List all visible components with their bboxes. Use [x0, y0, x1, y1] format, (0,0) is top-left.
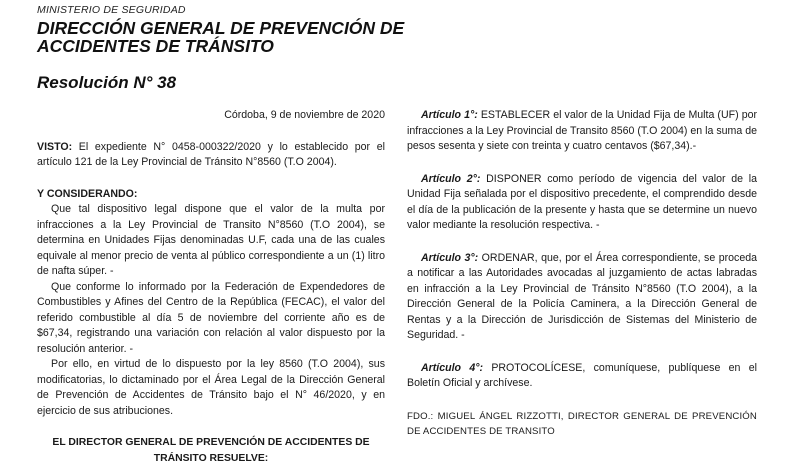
article-3: [407, 251, 757, 344]
visto-text: El expediente N° 0458-000322/2020 y lo establecido por el artículo 121 de la Ley Provincial de Tránsito N°8560 (T.O 2004).: [37, 140, 385, 168]
resuelve-heading: [37, 435, 385, 466]
left-column: [37, 108, 385, 466]
article-4: [407, 361, 757, 392]
department-title: [37, 19, 404, 55]
signature-line: FDO.: MIGUEL ÁNGEL RIZZOTTI, DIRECTOR GENERAL DE PREVENCIÓN DE ACCIDENTES DE TRANSITO: [407, 410, 757, 437]
article-4-label: Artículo 4°:: [421, 361, 483, 374]
visto-label: VISTO:: [37, 140, 73, 153]
resolution-title: Resolución N° 38: [37, 73, 177, 92]
article-3-text: ORDENAR, que, por el Área correspondiente, se proceda a notificar a las Autoridades avocadas al juzgamiento de actas labradas en infracción a la Ley Provincial de Tránsito N°8560 (T.O 2004), a la Dirección General de la Policía Caminera, a la Dirección General de Rentas y a la Dirección de Jurisdicción de Sistemas del Ministerio de Seguridad. -: [407, 251, 758, 341]
article-3-label: Artículo 3°:: [421, 251, 479, 264]
considerando-paragraph-1: Que tal dispositivo legal dispone que el valor de la multa por infracciones a la Ley Provincial de Transito N°8560 (T.O 2004), se determina en Unidades Fijas denominadas U.F, cada una de las cuales equivale al menor precio de venta al público correspondiente a un (1) litro de nafta súper. -: [37, 203, 385, 277]
department-title-line2: ACCIDENTES DE TRÁNSITO: [37, 36, 274, 56]
ministry-label: MINISTERIO DE SEGURIDAD: [37, 4, 186, 16]
considerando-paragraph-3: Por ello, en virtud de lo dispuesto por la ley 8560 (T.O 2004), sus modificatorias, lo dictaminado por el Área Legal de la Dirección General de Prevención de Accidentes de Tránsito bajo el N° 46/2020, y en ejercicio de sus atribuciones.: [37, 358, 385, 417]
article-1-text: ESTABLECER el valor de la Unidad Fija de Multa (UF) por infracciones a la Ley Provincial de Transito 8560 (T.O 2004) en la suma de pesos sesenta y siete con treinta y cuatro centavos ($67,34).-: [407, 109, 758, 152]
document-date: Córdoba, 9 de noviembre de 2020: [224, 109, 385, 121]
article-2-text: DISPONER como período de vigencia del valor de la Unidad Fija señalada por el dispositivo precedente, el comprendido desde el día de la publicación de la presente y hasta que se determine un nuevo valor mediante la resolución respectiva. -: [407, 172, 758, 231]
article-1: [407, 108, 757, 155]
visto-paragraph: [37, 140, 385, 171]
considerando-label: Y CONSIDERANDO:: [37, 187, 138, 200]
article-4-text: PROTOCOLÍCESE, comuníquese, publíquese en el Boletín Oficial y archívese.: [407, 361, 757, 389]
considerando-paragraph-2: Que conforme lo informado por la Federación de Expendedores de Combustibles y Afines del Centro de la República (FECAC), el valor del referido combustible al día 5 de noviembre del corriente año es de $67,34, registrando una variación con relación al valor dispuesto por la resolución anterior. -: [37, 280, 385, 355]
article-2: [407, 172, 757, 234]
article-2-label: Artículo 2°:: [421, 172, 481, 185]
resuelve-line1: EL DIRECTOR GENERAL DE PREVENCIÓN DE ACCIDENTES DE: [52, 437, 370, 448]
resuelve-line2: TRÁNSITO RESUELVE:: [153, 452, 269, 464]
right-column: [407, 108, 757, 440]
article-1-label: Artículo 1°:: [421, 109, 478, 121]
department-title-line1: DIRECCIÓN GENERAL DE PREVENCIÓN DE: [37, 18, 405, 38]
